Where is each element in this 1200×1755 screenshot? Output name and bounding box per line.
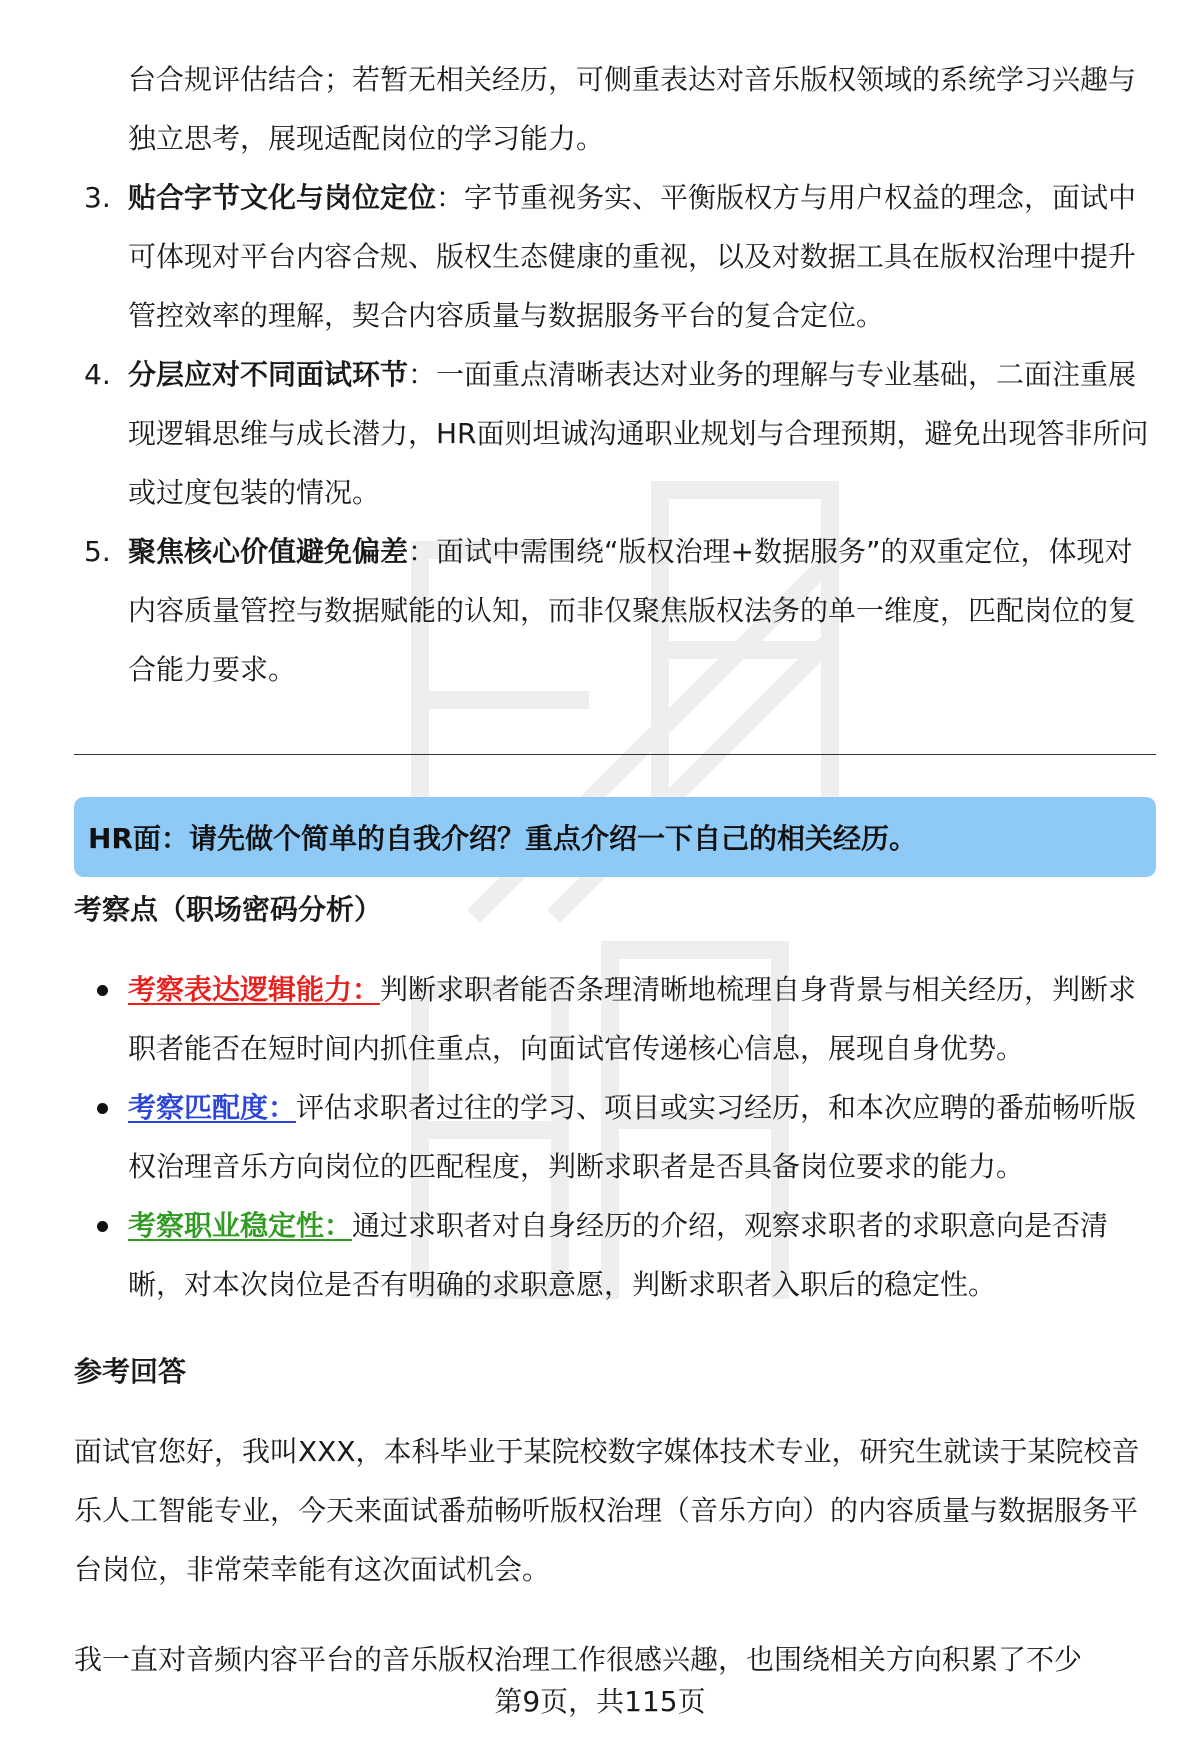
analysis-keyword: 考察表达逻辑能力： xyxy=(128,973,381,1006)
analysis-item xyxy=(74,1078,1156,1196)
page-number: 第9页，共115页 xyxy=(494,1685,706,1718)
analysis-text: 通过求职者对自身经历的介绍，观察求职者的求职意向是否清晰，对本次岗位是否有明确的求职意愿，判断求职者入职后的稳定性。 xyxy=(128,1209,1109,1301)
list-item-number: 3. xyxy=(84,181,111,214)
analysis-text: 评估求职者过往的学习、项目或实习经历，和本次应聘的番茄畅听版权治理音乐方向岗位的匹配程度，判断求职者是否具备岗位要求的能力。 xyxy=(128,1091,1137,1183)
list-item-title: 贴合字节文化与岗位定位 xyxy=(128,181,437,214)
bullet-icon xyxy=(97,1103,108,1114)
analysis-list xyxy=(74,960,1156,1314)
section-divider xyxy=(74,754,1156,755)
analysis-text: 判断求职者能否条理清晰地梳理自身背景与相关经历，判断求职者能否在短时间内抓住重点，向面试官传递核心信息，展现自身优势。 xyxy=(128,973,1137,1065)
answer-heading: 参考回答 xyxy=(74,1355,187,1388)
list-item xyxy=(74,345,1154,522)
list-item-text: ：字节重视务实、平衡版权方与用户权益的理念，面试中可体现对平台内容合规、版权生态健康的重视，以及对数据工具在版权治理中提升管控效率的理解，契合内容质量与数据服务平台的复合定位。 xyxy=(128,181,1137,332)
list-item xyxy=(74,522,1154,699)
tips-list xyxy=(74,50,1154,699)
list-item-text: ：一面重点清晰表达对业务的理解与专业基础，二面注重展现逻辑思维与成长潜力，HR面则坦诚沟通职业规划与合理预期，避免出现答非所问或过度包装的情况。 xyxy=(128,358,1149,509)
analysis-keyword: 考察匹配度： xyxy=(128,1091,297,1124)
answer-paragraph: 我一直对音频内容平台的音乐版权治理工作很感兴趣，也围绕相关方向积累了不少 xyxy=(74,1643,1083,1676)
analysis-keyword: 考察职业稳定性： xyxy=(128,1209,353,1242)
list-item-number: 4. xyxy=(84,358,111,391)
bullet-icon xyxy=(97,985,108,996)
question-text: HR面：请先做个简单的自我介绍？重点介绍一下自己的相关经历。 xyxy=(88,822,917,855)
analysis-item xyxy=(74,960,1156,1078)
list-item-title: 聚焦核心价值避免偏差 xyxy=(128,535,409,568)
analysis-item xyxy=(74,1196,1156,1314)
list-item-continuation: 台合规评估结合；若暂无相关经历，可侧重表达对音乐版权领域的系统学习兴趣与独立思考，展现适配岗位的学习能力。 xyxy=(128,63,1137,155)
list-item xyxy=(74,168,1154,345)
question-banner xyxy=(74,797,1156,877)
analysis-heading: 考察点（职场密码分析） xyxy=(74,893,383,926)
list-item-title: 分层应对不同面试环节 xyxy=(128,358,409,391)
list-item-number: 5. xyxy=(84,535,111,568)
list-item-text: ：面试中需围绕“版权治理+数据服务”的双重定位，体现对内容质量管控与数据赋能的认知，而非仅聚焦版权法务的单一维度，匹配岗位的复合能力要求。 xyxy=(128,535,1137,686)
answer-paragraph: 面试官您好，我叫XXX，本科毕业于某院校数字媒体技术专业，研究生就读于某院校音乐人工智能专业，今天来面试番茄畅听版权治理（音乐方向）的内容质量与数据服务平台岗位，非常荣幸能有这次面试机会。 xyxy=(74,1435,1140,1586)
bullet-icon xyxy=(97,1221,108,1232)
